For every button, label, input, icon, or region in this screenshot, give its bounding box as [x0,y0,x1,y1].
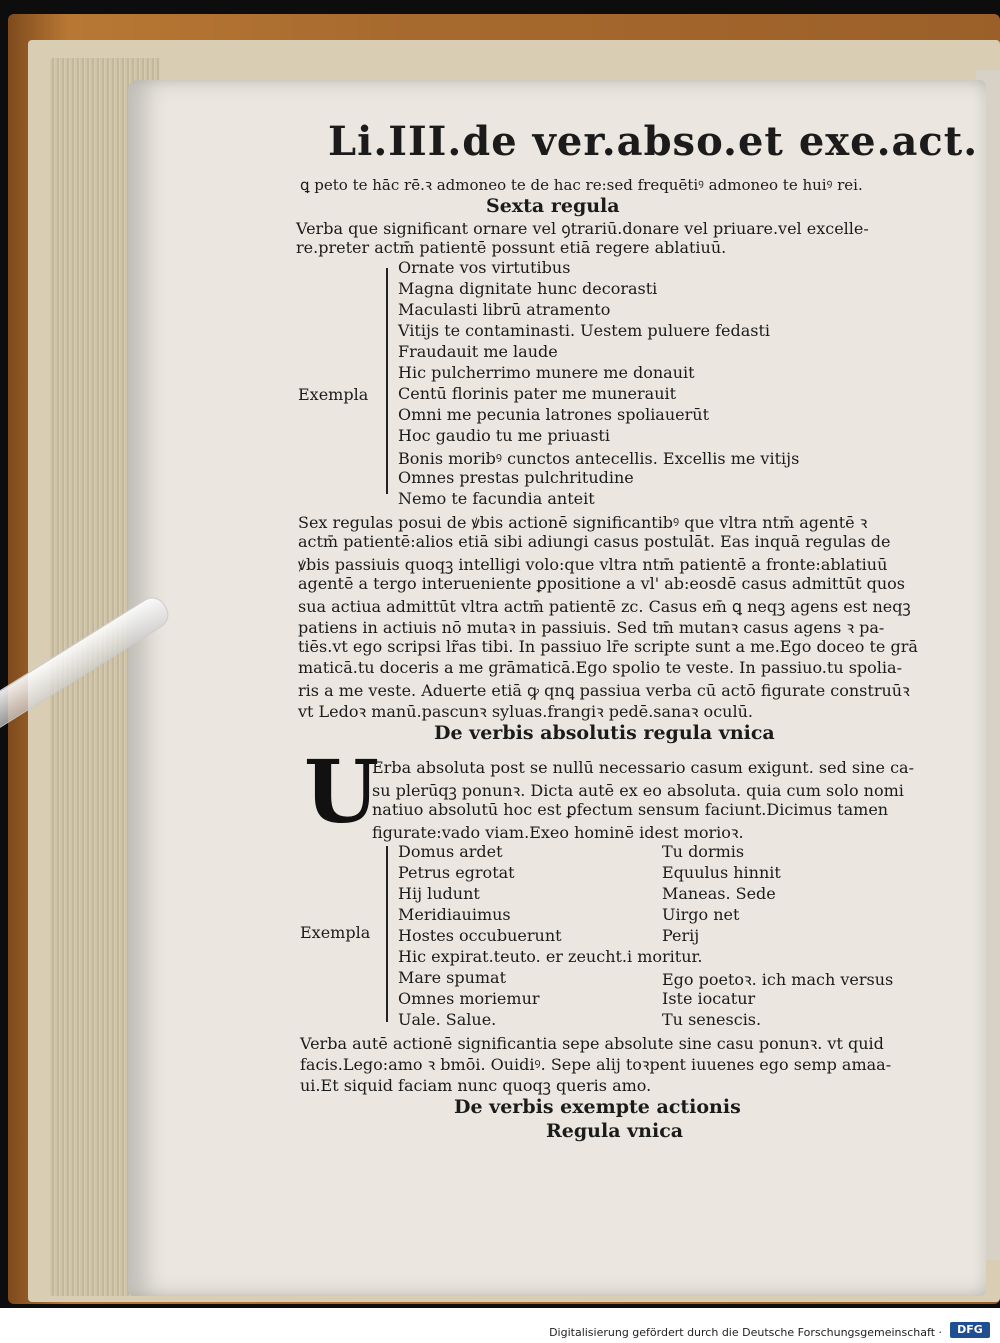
footer-credit: Digitalisierung gefördert durch die Deutsche Forschungsgemeinschaft · [549,1326,942,1339]
para-line: Verba autē actionē significantia sepe absolute sine casu ponunꝛ. vt quid [300,1034,884,1053]
absolutis-heading: De verbis absolutis regula vnica [434,722,775,744]
brace-2 [386,846,388,1022]
running-header: Li.III.de ver.abso.et exe.act. [328,118,979,165]
exempla-label: Exempla [298,385,369,404]
example-line: Vitijs te contaminasti. Uestem puluere fedasti [398,321,770,340]
decorated-initial: U [304,742,379,843]
example-line: Omnes prestas pulchritudine [398,468,634,487]
example-line: Nemo te facundia anteit [398,489,595,508]
para-line: vt Ledoꝛ manū.pascunꝛ syluas.frangiꝛ pedē.sanaꝛ oculū. [298,702,753,721]
exempla-label: Exempla [300,923,371,942]
para-line: Sex regulas posui de ꝟbis actionē significantibꝰ que vltra ntm̄ agentē ꝛ [298,513,868,532]
para-line: natiuo absolutū hoc est ꝑfectum sensum faciunt.Dicimus tamen [372,800,889,819]
para-line: facis.Lego:amo ꝛ bmōi. Ouidiꝰ. Sepe alij toꝛpent iuuenes ego semp amaa- [300,1055,892,1074]
para-line: ui.Et siquid faciam nunc quoqꝫ queris amo. [300,1076,652,1095]
example-left: Hic expirat.teuto. er zeucht.i moritur. [398,947,703,966]
example-left: Omnes moriemur [398,989,540,1008]
example-line: Ornate vos virtutibus [398,258,571,277]
rule-line: re.preter actm̄ patientē possunt etiā regere ablatiuū. [296,238,727,257]
example-left: Meridiauimus [398,905,511,924]
para-line: figurate:vado viam.Exeo hominē idest morioꝛ. [372,823,744,842]
sexta-heading: Sexta regula [486,195,620,217]
brace-1 [386,268,388,494]
example-left: Uale. Salue. [398,1010,497,1029]
example-right: Iste iocatur [662,989,756,1008]
example-right: Equulus hinnit [662,863,781,882]
example-left: Petrus egrotat [398,863,515,882]
example-right: Maneas. Sede [662,884,776,903]
intro-line: ꝗ peto te hāc rē.ꝛ admoneo te de hac re:sed frequētiꝰ admoneo te huiꝰ rei. [300,176,863,194]
para-line: su plerūqꝫ ponunꝛ. Dicta autē ex eo absoluta. quia cum solo nomi [372,781,904,800]
example-left: Hij ludunt [398,884,480,903]
example-left: Hostes occubuerunt [398,926,562,945]
para-line: maticā.tu doceris a me grāmaticā.Ego spolio te veste. In passiuo.tu spolia- [298,658,902,677]
example-right: Tu dormis [662,842,745,861]
regula-heading: Regula vnica [546,1120,684,1142]
example-line: Bonis moribꝰ cunctos antecellis. Excellis me vitijs [398,449,800,468]
rule-line: Verba que significant ornare vel ꝯtrariū.donare vel priuare.vel excelle- [296,219,869,238]
example-line: Omni me pecunia latrones spoliauerūt [398,405,709,424]
example-line: Maculasti librū atramento [398,300,611,319]
para-line: ꝟbis passiuis quoqꝫ intelligi volo:que vltra ntm̄ patientē a fronte:ablatiuū [298,555,888,574]
example-line: Fraudauit me laude [398,342,558,361]
para-line: agentē a tergo interueniente ꝑpositione a vl' ab:eosdē casus admittūt quos [298,574,905,593]
para-line: actm̄ patientē:alios etiā sibi adiungi casus postulāt. Eas inquā regulas de [298,532,891,551]
para-line: sua actiua admittūt vltra actm̄ patientē zc. Casus em̄ ꝗ neqꝫ agens est neqꝫ [298,597,911,616]
example-line: Hic pulcherrimo munere me donauit [398,363,695,382]
example-line: Centū florinis pater me munerauit [398,384,677,403]
para-line: Erba absoluta post se nullū necessario casum exigunt. sed sine ca- [372,758,914,777]
example-right: Uirgo net [662,905,740,924]
example-right: Tu senescis. [662,1010,762,1029]
exempte-heading: De verbis exempte actionis [454,1096,741,1118]
para-line: ris a me veste. Aduerte etiā ꝙ qnꝗ passiua verba cū actō figurate construūꝛ [298,681,910,700]
para-line: tiēs.vt ego scripsi lr̃as tibi. In passiuo lr̄e scripte sunt a me.Ego doceo te grā [298,637,918,656]
example-right: Ego poetoꝛ. ich mach versus [662,970,894,989]
example-left: Domus ardet [398,842,503,861]
example-line: Magna dignitate hunc decorasti [398,279,658,298]
example-line: Hoc gaudio tu me priuasti [398,426,610,445]
para-line: patiens in actiuis nō mutaꝛ in passiuis. Sed tm̄ mutanꝛ casus agens ꝛ pa- [298,618,885,637]
example-right: Perij [662,926,700,945]
example-left: Mare spumat [398,968,507,987]
dfg-logo: DFG [950,1322,990,1338]
